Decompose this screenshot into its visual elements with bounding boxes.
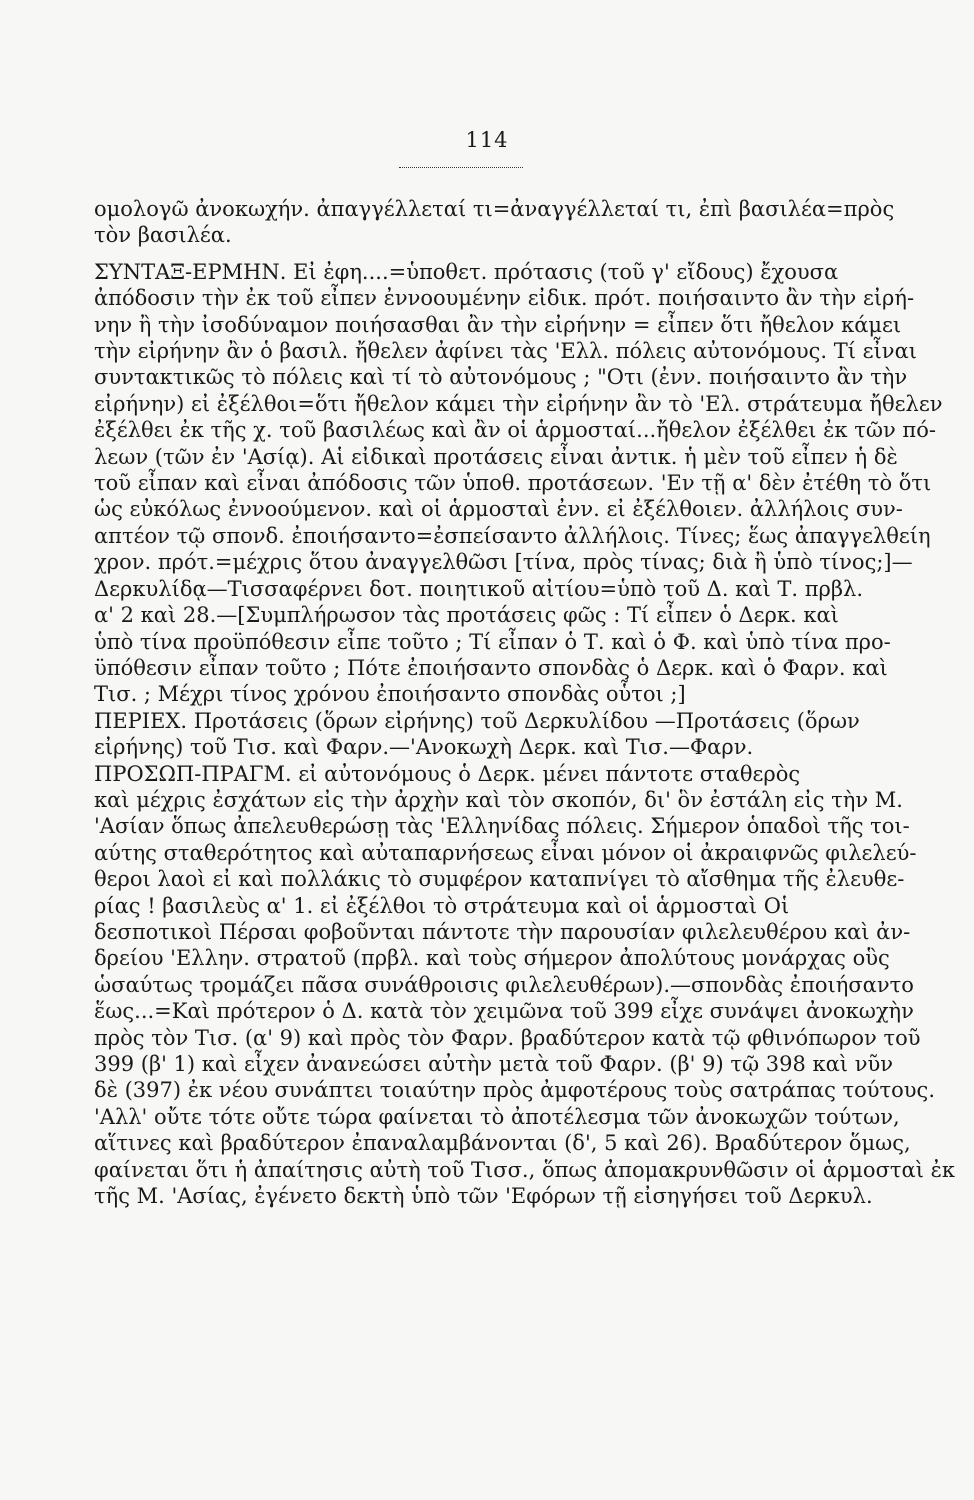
text-line: αύτης σταθερότητος καὶ αὐταπαρνήσεως εἶναι μόνον οἱ ἀκραιφνῶς φιλελεύ- xyxy=(94,840,917,865)
text-line: ΠΡΟΣΩΠ-ΠΡΑΓΜ. εἰ αὐτονόμους ὁ Δερκ. μένει πάντοτε σταθερὸς xyxy=(94,761,801,786)
body-text xyxy=(94,196,956,1209)
text-line: εἰρήνης) τοῦ Τισ. καὶ Φαρν.—'Ανοκωχὴ Δερκ. καὶ Τισ.—Φαρν. xyxy=(94,735,754,760)
text-line: ἀπόδοσιν τὴν ἐκ τοῦ εἶπεν ἐννοουμένην εἰδικ. πρότ. ποιήσαιντο ἂν τὴν εἰρή- xyxy=(94,286,915,311)
text-line: θεροι λαοὶ εἰ καὶ πολλάκις τὸ συμφέρον καταπνίγει τὸ αἴσθημα τῆς ἐλευθε- xyxy=(94,867,905,892)
text-line: 'Ασίαν ὅπως ἀπελευθερώσῃ τὰς 'Ελληνίδας πόλεις. Σήμερον ὁπαδοὶ τῆς τοι- xyxy=(94,814,910,839)
text-line: ΠΕΡΙΕΧ. Προτάσεις (ὅρων εἰρήνης) τοῦ Δερκυλίδου —Προτάσεις (ὅρων xyxy=(94,708,860,733)
text-line: αἵτινες καὶ βραδύτερον ἐπαναλαμβάνονται (δ', 5 καὶ 26). Βραδύτερον ὅμως, xyxy=(94,1131,911,1156)
text-line: δρείου 'Ελλην. στρατοῦ (πρβλ. καὶ τοὺς σήμερον ἀπολύτους μονάρχας οὓς xyxy=(94,946,890,971)
text-line: λεων (τῶν ἐν 'Ασίᾳ). Αἱ εἰδικαὶ προτάσεις εἶναι ἀντικ. ἡ μὲν τοῦ εἶπεν ἡ δὲ xyxy=(94,444,898,469)
text-line: πρὸς τὸν Τισ. (α' 9) καὶ πρὸς τὸν Φαρν. βραδύτερον κατὰ τῷ φθινόπωρον τοῦ xyxy=(94,1025,921,1050)
page-number: 114 xyxy=(465,128,509,152)
text-line: εἰρήνην) εἰ ἐξέλθοι=ὅτι ἤθελον κάμει τὴν εἰρήνην ἂν τὸ 'Ελ. στράτευμα ἤθελεν xyxy=(94,391,943,416)
text-line: Τισ. ; Μέχρι τίνος χρόνου ἐποιήσαντο σπονδὰς οὗτοι ;] xyxy=(94,682,686,707)
text-line: ΣΥΝΤΑΞ-ΕΡΜΗΝ. Εἰ ἐφη....=ὑποθετ. πρότασις (τοῦ γ' εἴδους) ἔχουσα xyxy=(94,259,839,284)
text-line: συντακτικῶς τὸ πόλεις καὶ τί τὸ αὐτονόμους ; "Οτι (ἐνν. ποιήσαιντο ἂν τὴν xyxy=(94,365,908,390)
text-line: φαίνεται ὅτι ἡ ἀπαίτησις αὐτὴ τοῦ Τισσ., ὅπως ἀπομακρυνθῶσιν οἱ ἁρμοσταὶ ἐκ xyxy=(94,1157,956,1182)
text-line: ρίας ! βασιλεὺς α' 1. εἰ ἐξέλθοι τὸ στράτευμα καὶ οἱ ἁρμοσταὶ Οἱ xyxy=(94,893,790,918)
text-line: 'Αλλ' οὔτε τότε οὔτε τώρα φαίνεται τὸ ἀποτέλεσμα τῶν ἀνοκωχῶν τούτων, xyxy=(94,1104,900,1129)
text-line: δὲ (397) ἐκ νέου συνάπτει τοιαύτην πρὸς ἀμφοτέρους τοὺς σατράπας τούτους. xyxy=(94,1078,935,1103)
text-line: ϋπόθεσιν εἶπαν τοῦτο ; Πότε ἐποιήσαντο σπονδὰς ὁ Δερκ. καὶ ὁ Φαρν. καὶ xyxy=(94,655,888,680)
text-line: ὑπὸ τίνα προϋπόθεσιν εἶπε τοῦτο ; Τί εἶπαν ὁ Τ. καὶ ὁ Φ. καὶ ὑπὸ τίνα προ- xyxy=(94,629,891,654)
text-line: τὸν βασιλέα. xyxy=(94,223,232,248)
text-line: ομολογῶ ἀνοκωχήν. ἀπαγγέλλεταί τι=ἀναγγέλλεταί τι, ἐπὶ βασιλέα=πρὸς xyxy=(94,197,895,221)
text-line: χρον. πρότ.=μέχρις ὅτου ἀναγγελθῶσι [τίνα, πρὸς τίνας; διὰ ἢ ὑπὸ τίνος;]— xyxy=(94,550,913,575)
text-line: τῆς Μ. 'Ασίας, ἐγένετο δεκτὴ ὑπὸ τῶν 'Εφόρων τῇ εἰσηγήσει τοῦ Δερκυλ. xyxy=(94,1184,873,1209)
text-line: δεσποτικοὶ Πέρσαι φοβοῦνται πάντοτε τὴν παρουσίαν φιλελευθέρου καὶ ἀν- xyxy=(94,919,911,944)
text-line: α' 2 καὶ 28.—[Συμπλήρωσον τὰς προτάσεις φῶς : Τί εἶπεν ὁ Δερκ. καὶ xyxy=(94,603,839,628)
text-line: τὴν εἰρήνην ἂν ὁ βασιλ. ἤθελεν ἀφίνει τὰς 'Ελλ. πόλεις αὐτονόμους. Τί εἶναι xyxy=(94,339,917,364)
text-line: Δερκυλίδᾳ—Τισσαφέρνει δοτ. ποιητικοῦ αἰτίου=ὑπὸ τοῦ Δ. καὶ Τ. πρβλ. xyxy=(94,576,864,601)
text-line: ὡσαύτως τρομάζει πᾶσα συνάθροισις φιλελευθέρων).—σπονδὰς ἐποιήσαντο xyxy=(94,972,914,997)
header-rule xyxy=(399,167,523,168)
text-line: ἕως...=Καὶ πρότερον ὁ Δ. κατὰ τὸν χειμῶνα τοῦ 399 εἶχε συνάψει ἀνοκωχὴν xyxy=(94,999,914,1024)
text-line: ὡς εὐκόλως ἐννοούμενον. καὶ οἱ ἁρμοσταὶ ἐνν. εἰ ἐξέλθοιεν. ἀλλήλοις συν- xyxy=(94,497,903,522)
text-line: ἐξέλθει ἐκ τῆς χ. τοῦ βασιλέως καὶ ἂν οἱ ἁρμοσταί...ἤθελον ἐξέλθει ἐκ τῶν πό- xyxy=(94,418,936,443)
text-line: τοῦ εἶπαν καὶ εἶναι ἀπόδοσις τῶν ὑποθ. προτάσεων. 'Εν τῇ α' δὲν ἐτέθη τὸ ὅτι xyxy=(94,471,932,496)
text-line: νην ἢ τὴν ἰσοδύναμον ποιήσασθαι ἂν τὴν εἰρήνην = εἶπεν ὅτι ἤθελον κάμει xyxy=(94,312,902,337)
text-line: 399 (β' 1) καὶ εἶχεν ἀνανεώσει αὐτὴν μετὰ τοῦ Φαρν. (β' 9) τῷ 398 καὶ νῦν xyxy=(94,1052,894,1076)
text-line: καὶ μέχρις ἐσχάτων εἰς τὴν ἀρχὴν καὶ τὸν σκοπόν, δι' ὃν ἐστάλη εἰς τὴν Μ. xyxy=(94,787,903,812)
text-line: απτέον τῷ σπονδ. ἐποιήσαντο=ἐσπείσαντο ἀλλήλοις. Τίνες; ἕως ἀπαγγελθείη xyxy=(94,523,931,548)
